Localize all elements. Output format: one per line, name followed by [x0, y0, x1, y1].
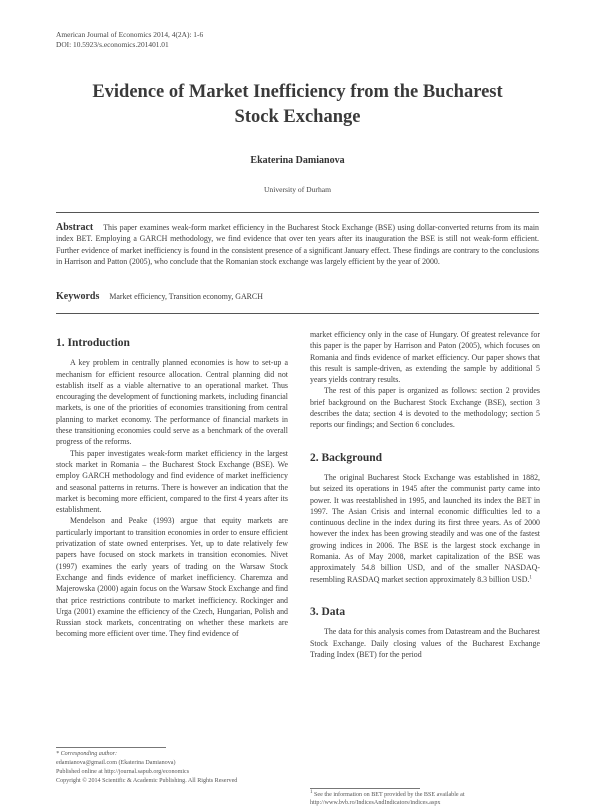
copyright: Copyright © 2014 Scientific & Academic Publishing. All Rights Reserved — [56, 778, 238, 784]
intro-paragraph-1: A key problem in centrally planned economies is how to set-up a mechanism for efficient resource allocation. Central planning did not establish itself as a viable alternative to an operational market. Thus encouraging the development of functioning markets, including financial markets, is one of the priorities of economies transitioning from central planning to market economy. The performance of financial markets in these transitioning economies could serve as a benchmark of the overall progress of the reforms. — [56, 358, 288, 447]
abstract-heading: Abstract — [56, 222, 94, 233]
author-name: Ekaterina Damianova — [250, 155, 345, 166]
section-heading-introduction: 1. Introduction — [56, 337, 130, 349]
keywords-heading: Keywords — [56, 291, 100, 302]
paper-title-line1: Evidence of Market Inefficiency from the Bucharest — [92, 82, 503, 102]
keywords-text: Market efficiency, Transition economy, GARCH — [109, 292, 263, 301]
author-affiliation: University of Durham — [263, 185, 332, 194]
corresponding-author-label: * Corresponding author: — [56, 751, 118, 757]
abstract-bottom-rule — [56, 313, 539, 314]
left-footnotes — [56, 750, 296, 786]
abstract-text: This paper examines weak-form market efficiency in the Bucharest Stock Exchange (BSE) using dollar-converted returns from its main index BET. Employing a GARCH methodology, we find evidence that over ten years after its inauguration the BSE is still not weak-form efficient. Further evidence of market inefficiency is found in the consistent presence of a significant January effect. These findings are contrary to the conclusions in Harrison and Patton (2005), who conclude that the Romanian stock exchange was largely efficient by the year of 2000. — [56, 223, 539, 266]
footnote-1-url-wrap — [310, 799, 540, 808]
paper-title — [40, 80, 555, 130]
published-online: Published online at http://journal.sapub.org/economics — [56, 769, 190, 775]
data-paragraph-1: The data for this analysis comes from Datastream and the Bucharest Stock Exchange. Daily closing values of the Bucharest Exchange Trading Index (BET) for the period — [310, 627, 540, 659]
footnote-1-mark: 1 — [310, 789, 313, 795]
right-column — [310, 329, 540, 660]
keywords — [56, 291, 539, 302]
journal-header — [56, 30, 203, 50]
footnote-mark-1: 1 — [529, 575, 532, 581]
background-paragraph-1 — [310, 472, 540, 585]
corresponding-author-email: edamianova@gmail.com (Ekaterina Damianova) — [56, 760, 176, 766]
section-heading-data: 3. Data — [310, 605, 346, 618]
footnote-1-line1: See the information on BET provided by the BSE available at — [314, 792, 465, 798]
journal-doi: DOI: 10.5923/s.economics.201401.01 — [56, 40, 169, 49]
abstract — [56, 222, 539, 267]
section-heading-background: 2. Background — [310, 451, 383, 464]
paper-title-line2: Stock Exchange — [234, 107, 361, 127]
right-footnote-rule — [310, 788, 420, 789]
journal-citation: American Journal of Economics 2014, 4(2A): 1-6 — [56, 30, 204, 39]
intro-paragraph-3: Mendelson and Peake (1993) argue that equity markets are particularly important to transition economies in order to ensure efficient privatization of state owned enterprises. Yet, up to date relatively few papers have focused on stock markets in transition economies. Nivet (1997) examines the early years of trading on the Warsaw Stock Exchange and finds evidence of market inefficiency. Charemza and Majerowska (2000) again focus on the Warsaw Stock Exchange and find that price restrictions contribute to market inefficiency. Rockinger and Urga (2001) examine the efficiency of the Czech, Hungarian, Polish and Russian stock markets, concentrating on whether these markets are becoming more efficient over time. They find evidence of — [56, 516, 288, 639]
background-text: The original Bucharest Stock Exchange was established in 1882, but seized its operations in 1945 after the communist party came into power. It was reestablished in 1995, and launched its index the BET in 1997. The Asian Crisis and internal economic difficulties led to a continuous decline in the index during its first three years. As of 2000 however the index has been growing steadily and was one of the fastest growing indices in 2006. The BSE is the largest stock exchange in Romania. As of May 2008, market capitalization of the BSE was approximately 54.8 billion USD, and of the smaller NASDAQ-resembling RASDAQ market section approximately 8.3 billion USD. — [310, 472, 540, 584]
intro-paragraph-5: The rest of this paper is organized as follows: section 2 provides brief background on the Bucharest Stock Exchange (BSE), section 3 describes the data; section 4 is devoted to the methodology; section 5 reports our findings; and Section 6 concludes. — [310, 386, 540, 430]
intro-paragraph-4: market efficiency only in the case of Hungary. Of greatest relevance for this paper is the paper by Harrison and Paton (2005), which focuses on Romania and finds evidence of market efficiency. Our paper shows that this result is sample-driven, as extending the sample by additional 5 years yields contrary results. — [310, 330, 540, 385]
abstract-top-rule — [56, 212, 539, 213]
left-column — [56, 338, 288, 640]
footnote-1-url[interactable]: http://www.bvb.ro/IndicesAndIndicators/indices.aspx — [310, 800, 441, 806]
intro-paragraph-2: This paper investigates weak-form market efficiency in the largest stock market in Romania – the Bucharest Stock Exchange (BSE). We employ GARCH methodology and find evidence of market inefficiency and seasonal patterns in returns. There is however an indication that the market is becoming more efficient, compared to the first 4 years after its establishment. — [56, 448, 288, 515]
left-footnote-rule — [56, 747, 166, 748]
